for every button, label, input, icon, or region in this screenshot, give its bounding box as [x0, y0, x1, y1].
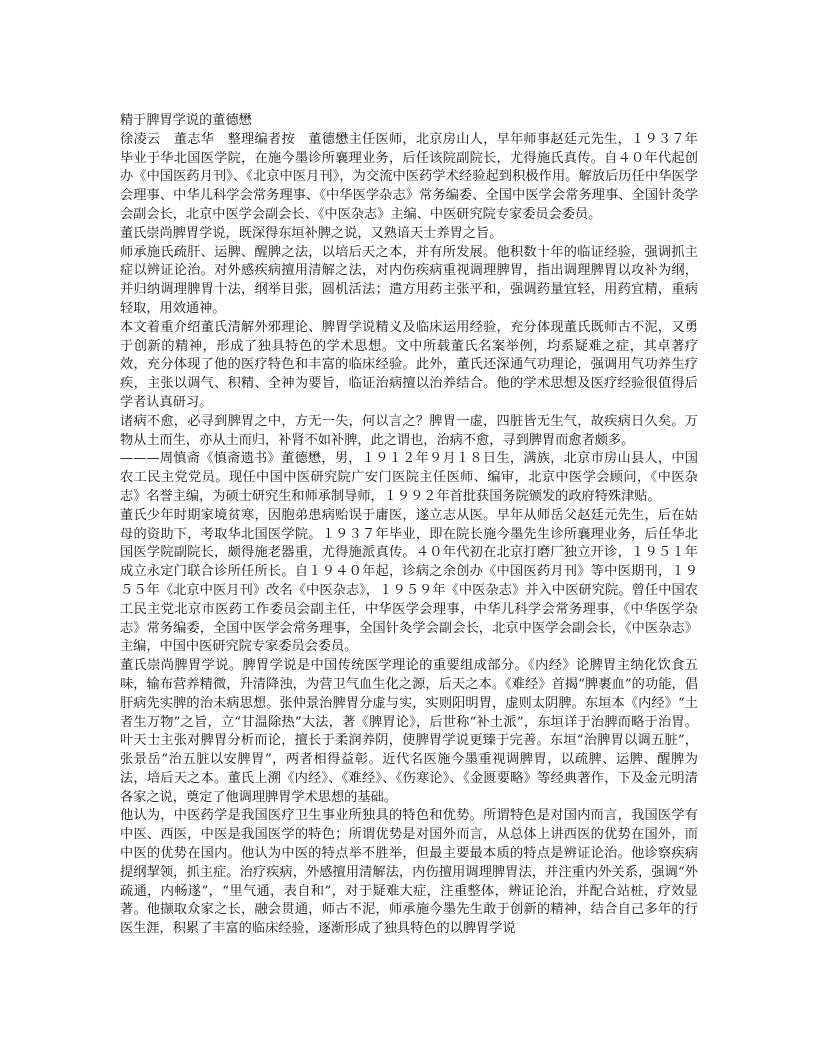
paragraph-characteristics: 他认为，中医药学是我国医疗卫生事业所独具的特色和优势。所谓特色是对国内而言，我国医学有中医、西医，中医是我国医学的特色；所谓优势是对国外而言，从总体上讲西医的优势在国外，而中医的优势在国内。他认为中医的特点举不胜举，但最主要最本质的特点是辨证论治。他诊察疾病提纲挈领，抓主症。治疗疾病，外感擅用清解法，内伤擅用调理脾胃法，并注重内外关系，强调“外疏通，内畅遂”，“里气通，表自和”，对于疑难大症，注重整体，辨证论治，并配合站桩，疗效显著。他撷取众家之长，融会贯通，师古不泥，师承施今墨先生敢于创新的精神，结合自己多年的行医生涯，积累了丰富的临床经验，逐渐形成了独具特色的以脾胃学说 [120, 808, 698, 937]
paragraph-early-life: 董氏少年时期家境贫寒，因胞弟患病贻误于庸医，遂立志从医。早年从师岳父赵廷元先生，后在姑母的资助下，考取华北国医学院。１９３７年毕业，即在院长施今墨先生诊所襄理业务，后任华北国医学院副院长，颇得施老器重，尤得施派真传。４０年代初在北京打磨厂独立开诊，１９５１年成立永定门联合诊所任所长。自１９４０年起，诊病之余创办《中国医药月刊》等中医期刊，１９５５年《北京中医月刊》改名《中医杂志》，１９５９年《中医杂志》并入中医研究院。曾任中国农工民主党北京市医药工作委员会副主任，中华医学会理事，中华儿科学会常务理事，《中华医学杂志》常务编委，全国中医学会常务理事，全国针灸学会副会长，北京中医学会副会长，《中医杂志》主编，中国中医研究院专家委员会委员。 [120, 507, 698, 655]
paragraph-methods: 师承施氏疏肝、运脾、醒脾之法，以培后天之本，并有所发展。他积数十年的临证经验，强调抓主症以辨证论治。对外感疾病擅用清解之法，对内伤疾病重视调理脾胃，指出调理脾胃以攻补为纲，并归纳调理脾胃十法，纲举目张，圆机活法；遣方用药主张平和，强调药量宜轻，用药宜精，重病轻取，用效通神。 [120, 244, 698, 316]
document-title: 精于脾胃学说的董德懋 [120, 113, 252, 128]
document-page [120, 112, 698, 939]
paragraph-biography: ———周慎斋《慎斋遗书》董德懋，男，１９１２年９月１８日生，满族，北京市房山县人，中国农工民主党党员。现任中国中医研究院广安门医院主任医师、编审，北京中医学会顾问，《中医杂志》名誉主编，为硕士研究生和师承制导师，１９９２年首批获国务院颁发的政府特殊津贴。 [120, 451, 698, 504]
paragraph-quote: 诸病不愈，必寻到脾胃之中，方无一失，何以言之？脾胃一虚，四脏皆无生气，故疾病日久矣。万物从土而生，亦从土而归，补肾不如补脾，此之谓也，治病不愈，寻到脾胃而愈者颇多。 [120, 413, 698, 448]
paragraph-editor-note: 徐凌云 董志华 整理编者按 董德懋主任医师，北京房山人，早年师事赵廷元先生，１９３７年毕业于华北国医学院，在施今墨诊所襄理业务，后任该院副院长，尤得施氏真传。自４０年代起创办《中国医药月刊》、《北京中医月刊》，为交流中医药学术经验起到积极作用。解放后历任中华医学会理事、中华儿科学会常务理事、《中华医学杂志》常务编委、全国中医学会常务理事、全国针灸学会副会长，北京中医学会副会长、《中医杂志》主编、中医研究院专家委员会委员。 [120, 131, 698, 222]
paragraph-overview: 本文着重介绍董氏清解外邪理论、脾胃学说精义及临床运用经验，充分体现董氏既师古不泥，又勇于创新的精神，形成了独具特色的学术思想。文中所载董氏名案举例，均系疑难之症，其卓著疗效，充分体现了他的医疗特色和丰富的临床经验。此外，董氏还深通气功理论，强调用气功养生疗疾，主张以调气、积精、全神为要旨，临证治病擅以治养结合。他的学术思想及医疗经验很值得后学者认真研习。 [120, 319, 698, 410]
paragraph-summary: 董氏崇尚脾胃学说，既深得东垣补脾之说，又熟谙天士养胃之旨。 [120, 225, 503, 241]
paragraph-spleen-stomach-theory: 董氏崇尚脾胃学说。脾胃学说是中国传统医学理论的重要组成部分。《内经》论脾胃主纳化饮食五味，输布营养精微，升清降浊，为营卫气血生化之源，后天之本。《难经》首揭“脾裹血”的功能，倡肝病先实脾的治未病思想。张仲景治脾胃分虚与实，实则阳明胃，虚则太阴脾。东垣本《内经》“土者生万物”之旨，立“甘温除热”大法，著《脾胃论》，后世称“补土派”，东垣详于治脾而略于治胃。叶天士主张对脾胃分析而论，擅长于柔润养阴，使脾胃学说更臻于完善。东垣“治脾胃以调五脏”，张景岳“治五脏以安脾胃”，两者相得益彰。近代名医施今墨重视调脾胃，以疏脾、运脾、醒脾为法，培后天之本。董氏上溯《内经》、《难经》、《伤寒论》、《金匮要略》等经典著作，下及金元明清各家之说，奠定了他调理脾胃学术思想的基础。 [120, 658, 698, 805]
